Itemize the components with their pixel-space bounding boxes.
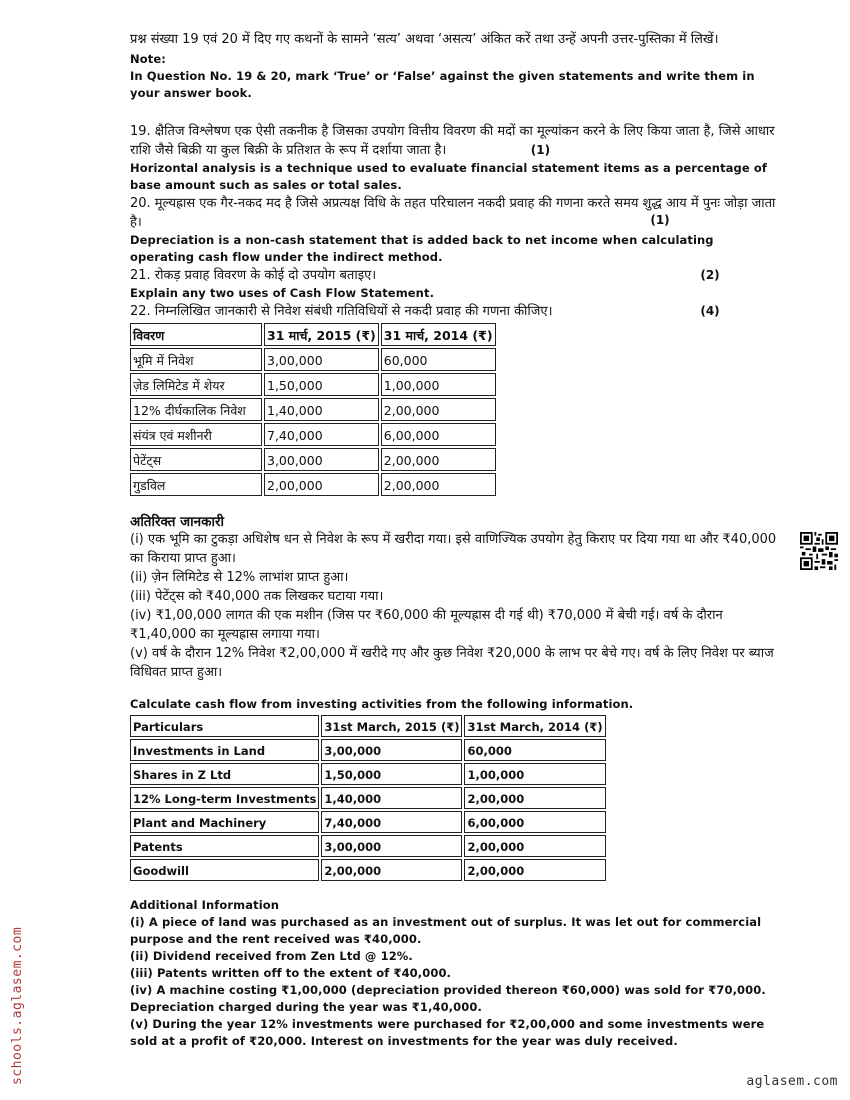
table-cell: 3,00,000 <box>264 348 379 371</box>
additional-info-item: (v) वर्ष के दौरान 12% निवेश ₹2,00,000 में खरीदे गए और कुछ निवेश ₹20,000 के लाभ पर बेचे गए। वर्ष के लिए निवेश पर ब्याज विधिवत प्राप्त हुआ। <box>130 646 774 680</box>
question-21-english: Explain any two uses of Cash Flow Statement. <box>130 286 435 300</box>
table-row <box>130 811 606 833</box>
table-cell: Patents <box>130 835 319 857</box>
balance-table-hindi <box>128 321 498 498</box>
table-cell: 3,00,000 <box>264 448 379 471</box>
question-19 <box>130 122 780 194</box>
table-cell: 3,00,000 <box>321 835 462 857</box>
table-cell: 60,000 <box>381 348 496 371</box>
additional-info-item: (ii) ज़ेन लिमिटेड से 12% लाभांश प्राप्त हुआ। <box>130 570 349 585</box>
table-row <box>130 373 496 396</box>
table-row <box>130 398 496 421</box>
question-19-hindi: 19. क्षैतिज विश्लेषण एक ऐसी तकनीक है जिसका उपयोग वित्तीय विवरण की मदों का मूल्यांकन करने के लिए किया जाता है, जिसे आधार राशि जैसे बिक्री या कुल बिक्री के प्रतिशत के रूप में दर्शाया जाता है। (1) <box>130 124 775 158</box>
additional-info-item: (iii) Patents written off to the extent of ₹40,000. <box>130 966 452 980</box>
footer-watermark: aglasem.com <box>746 1074 838 1089</box>
additional-info-item: (v) During the year 12% investments were purchased for ₹2,00,000 and some investments were sold at a profit of ₹20,000. Interest on investments for the year was duly received. <box>130 1017 765 1048</box>
additional-info-hindi-title: अतिरिक्त जानकारी <box>130 514 225 530</box>
question-22-marks: (4) <box>700 304 720 318</box>
table-row <box>130 473 496 496</box>
additional-info-item: (i) A piece of land was purchased as an investment out of surplus. It was let out for commercial purpose and the rent received was ₹40,000. <box>130 915 762 946</box>
table-cell: 2,00,000 <box>464 835 605 857</box>
note-label: Note: <box>130 52 166 66</box>
table-row <box>130 448 496 471</box>
additional-info-item: (iii) पेटेंट्स को ₹40,000 तक लिखकर घटाया गया। <box>130 589 384 604</box>
table-cell: 6,00,000 <box>464 811 605 833</box>
additional-info-item: (i) एक भूमि का टुकड़ा अधिशेष धन से निवेश के रूप में खरीदा गया। इसे वाणिज्यिक उपयोग हेतु किराए पर दिया गया था और ₹40,000 का किराया प्राप्त हुआ। <box>130 532 777 566</box>
question-22 <box>130 302 780 321</box>
table-cell: 1,00,000 <box>464 763 605 785</box>
additional-info-item: (iv) ₹1,00,000 लागत की एक मशीन (जिस पर ₹60,000 की मूल्यह्रास दी गई थी) ₹70,000 में बेची गई। वर्ष के दौरान ₹1,40,000 का मूल्यह्रास लगाया गया। <box>130 608 723 642</box>
table-cell: Investments in Land <box>130 739 319 761</box>
question-21-hindi: 21. रोकड़ प्रवाह विवरण के कोई दो उपयोग बताइए। <box>130 268 377 283</box>
table-cell: 2,00,000 <box>381 473 496 496</box>
table-cell: 2,00,000 <box>464 859 605 881</box>
table-header-cell: 31st March, 2014 (₹) <box>464 715 605 737</box>
table-row <box>130 859 606 881</box>
table-cell: 6,00,000 <box>381 423 496 446</box>
additional-info-item: (ii) Dividend received from Zen Ltd @ 12%. <box>130 949 413 963</box>
additional-info-english <box>130 897 780 1050</box>
table-cell: 1,50,000 <box>264 373 379 396</box>
side-watermark: schools.aglasem.com <box>10 926 25 1085</box>
table-cell: पेटेंट्स <box>130 448 262 471</box>
table-cell: गुडविल <box>130 473 262 496</box>
table-header-row <box>130 323 496 346</box>
table-row <box>130 787 606 809</box>
table-cell: 12% दीर्घकालिक निवेश <box>130 398 262 421</box>
english-intro: Calculate cash flow from investing activities from the following information. <box>130 697 634 711</box>
table-cell: 1,40,000 <box>264 398 379 421</box>
table-cell: 1,00,000 <box>381 373 496 396</box>
balance-table-english <box>128 713 608 883</box>
table-cell: 2,00,000 <box>381 448 496 471</box>
table-row <box>130 835 606 857</box>
table-row <box>130 348 496 371</box>
table-header-cell: विवरण <box>130 323 262 346</box>
table-cell: 2,00,000 <box>321 859 462 881</box>
table-cell: 7,40,000 <box>264 423 379 446</box>
instruction-hindi: प्रश्न संख्या 19 एवं 20 में दिए गए कथनों के सामने ‘सत्य’ अथवा ‘असत्य’ अंकित करें तथा उन्हें अपनी उत्तर-पुस्तिका में लिखें। <box>130 32 719 47</box>
additional-info-english-title: Additional Information <box>130 898 280 912</box>
table-cell: 12% Long-term Investments <box>130 787 319 809</box>
additional-info-item: (iv) A machine costing ₹1,00,000 (depreciation provided thereon ₹60,000) was sold for ₹70,000. Depreciation charged during the year was ₹1,40,000. <box>130 983 766 1014</box>
question-21-marks: (2) <box>700 268 720 282</box>
table-cell: Shares in Z Ltd <box>130 763 319 785</box>
table-cell: संयंत्र एवं मशीनरी <box>130 423 262 446</box>
table-cell: 1,40,000 <box>321 787 462 809</box>
table-header-cell: Particulars <box>130 715 319 737</box>
question-20-hindi: 20. मूल्यह्रास एक गैर-नकद मद है जिसे अप्रत्यक्ष विधि के तहत परिचालन नकदी प्रवाह की गणना करते समय शुद्ध आय में पुनः जोड़ा जाता है। <box>130 196 776 230</box>
table-cell: 2,00,000 <box>464 787 605 809</box>
question-page <box>130 30 780 1050</box>
table-header-row <box>130 715 606 737</box>
table-row <box>130 739 606 761</box>
table-cell: 7,40,000 <box>321 811 462 833</box>
table-row <box>130 423 496 446</box>
question-19-english: Horizontal analysis is a technique used to evaluate financial statement items as a percentage of base amount such as sales or total sales. <box>130 161 767 192</box>
qr-code-icon <box>800 532 838 570</box>
question-19-marks: (1) <box>530 143 551 157</box>
additional-info-hindi <box>130 512 780 682</box>
question-21 <box>130 266 780 302</box>
table-cell: 1,50,000 <box>321 763 462 785</box>
table-header-cell: 31 मार्च, 2015 (₹) <box>264 323 379 346</box>
question-20-english: Depreciation is a non-cash statement that is added back to net income when calculating operating cash flow under the indirect method. <box>130 233 714 264</box>
table-cell: Goodwill <box>130 859 319 881</box>
question-20 <box>130 194 780 266</box>
question-22-hindi: 22. निम्नलिखित जानकारी से निवेश संबंधी गतिविधियों से नकदी प्रवाह की गणना कीजिए। <box>130 304 553 319</box>
instruction-english: In Question No. 19 & 20, mark ‘True’ or ‘False’ against the given statements and write them in your answer book. <box>130 69 755 100</box>
question-20-marks: (1) <box>650 213 670 227</box>
table-cell: 3,00,000 <box>321 739 462 761</box>
table-cell: भूमि में निवेश <box>130 348 262 371</box>
table-header-cell: 31 मार्च, 2014 (₹) <box>381 323 496 346</box>
table-cell: Plant and Machinery <box>130 811 319 833</box>
table-row <box>130 763 606 785</box>
table-cell: 60,000 <box>464 739 605 761</box>
table-cell: ज़ेड लिमिटेड में शेयर <box>130 373 262 396</box>
table-cell: 2,00,000 <box>264 473 379 496</box>
table-header-cell: 31st March, 2015 (₹) <box>321 715 462 737</box>
table-cell: 2,00,000 <box>381 398 496 421</box>
